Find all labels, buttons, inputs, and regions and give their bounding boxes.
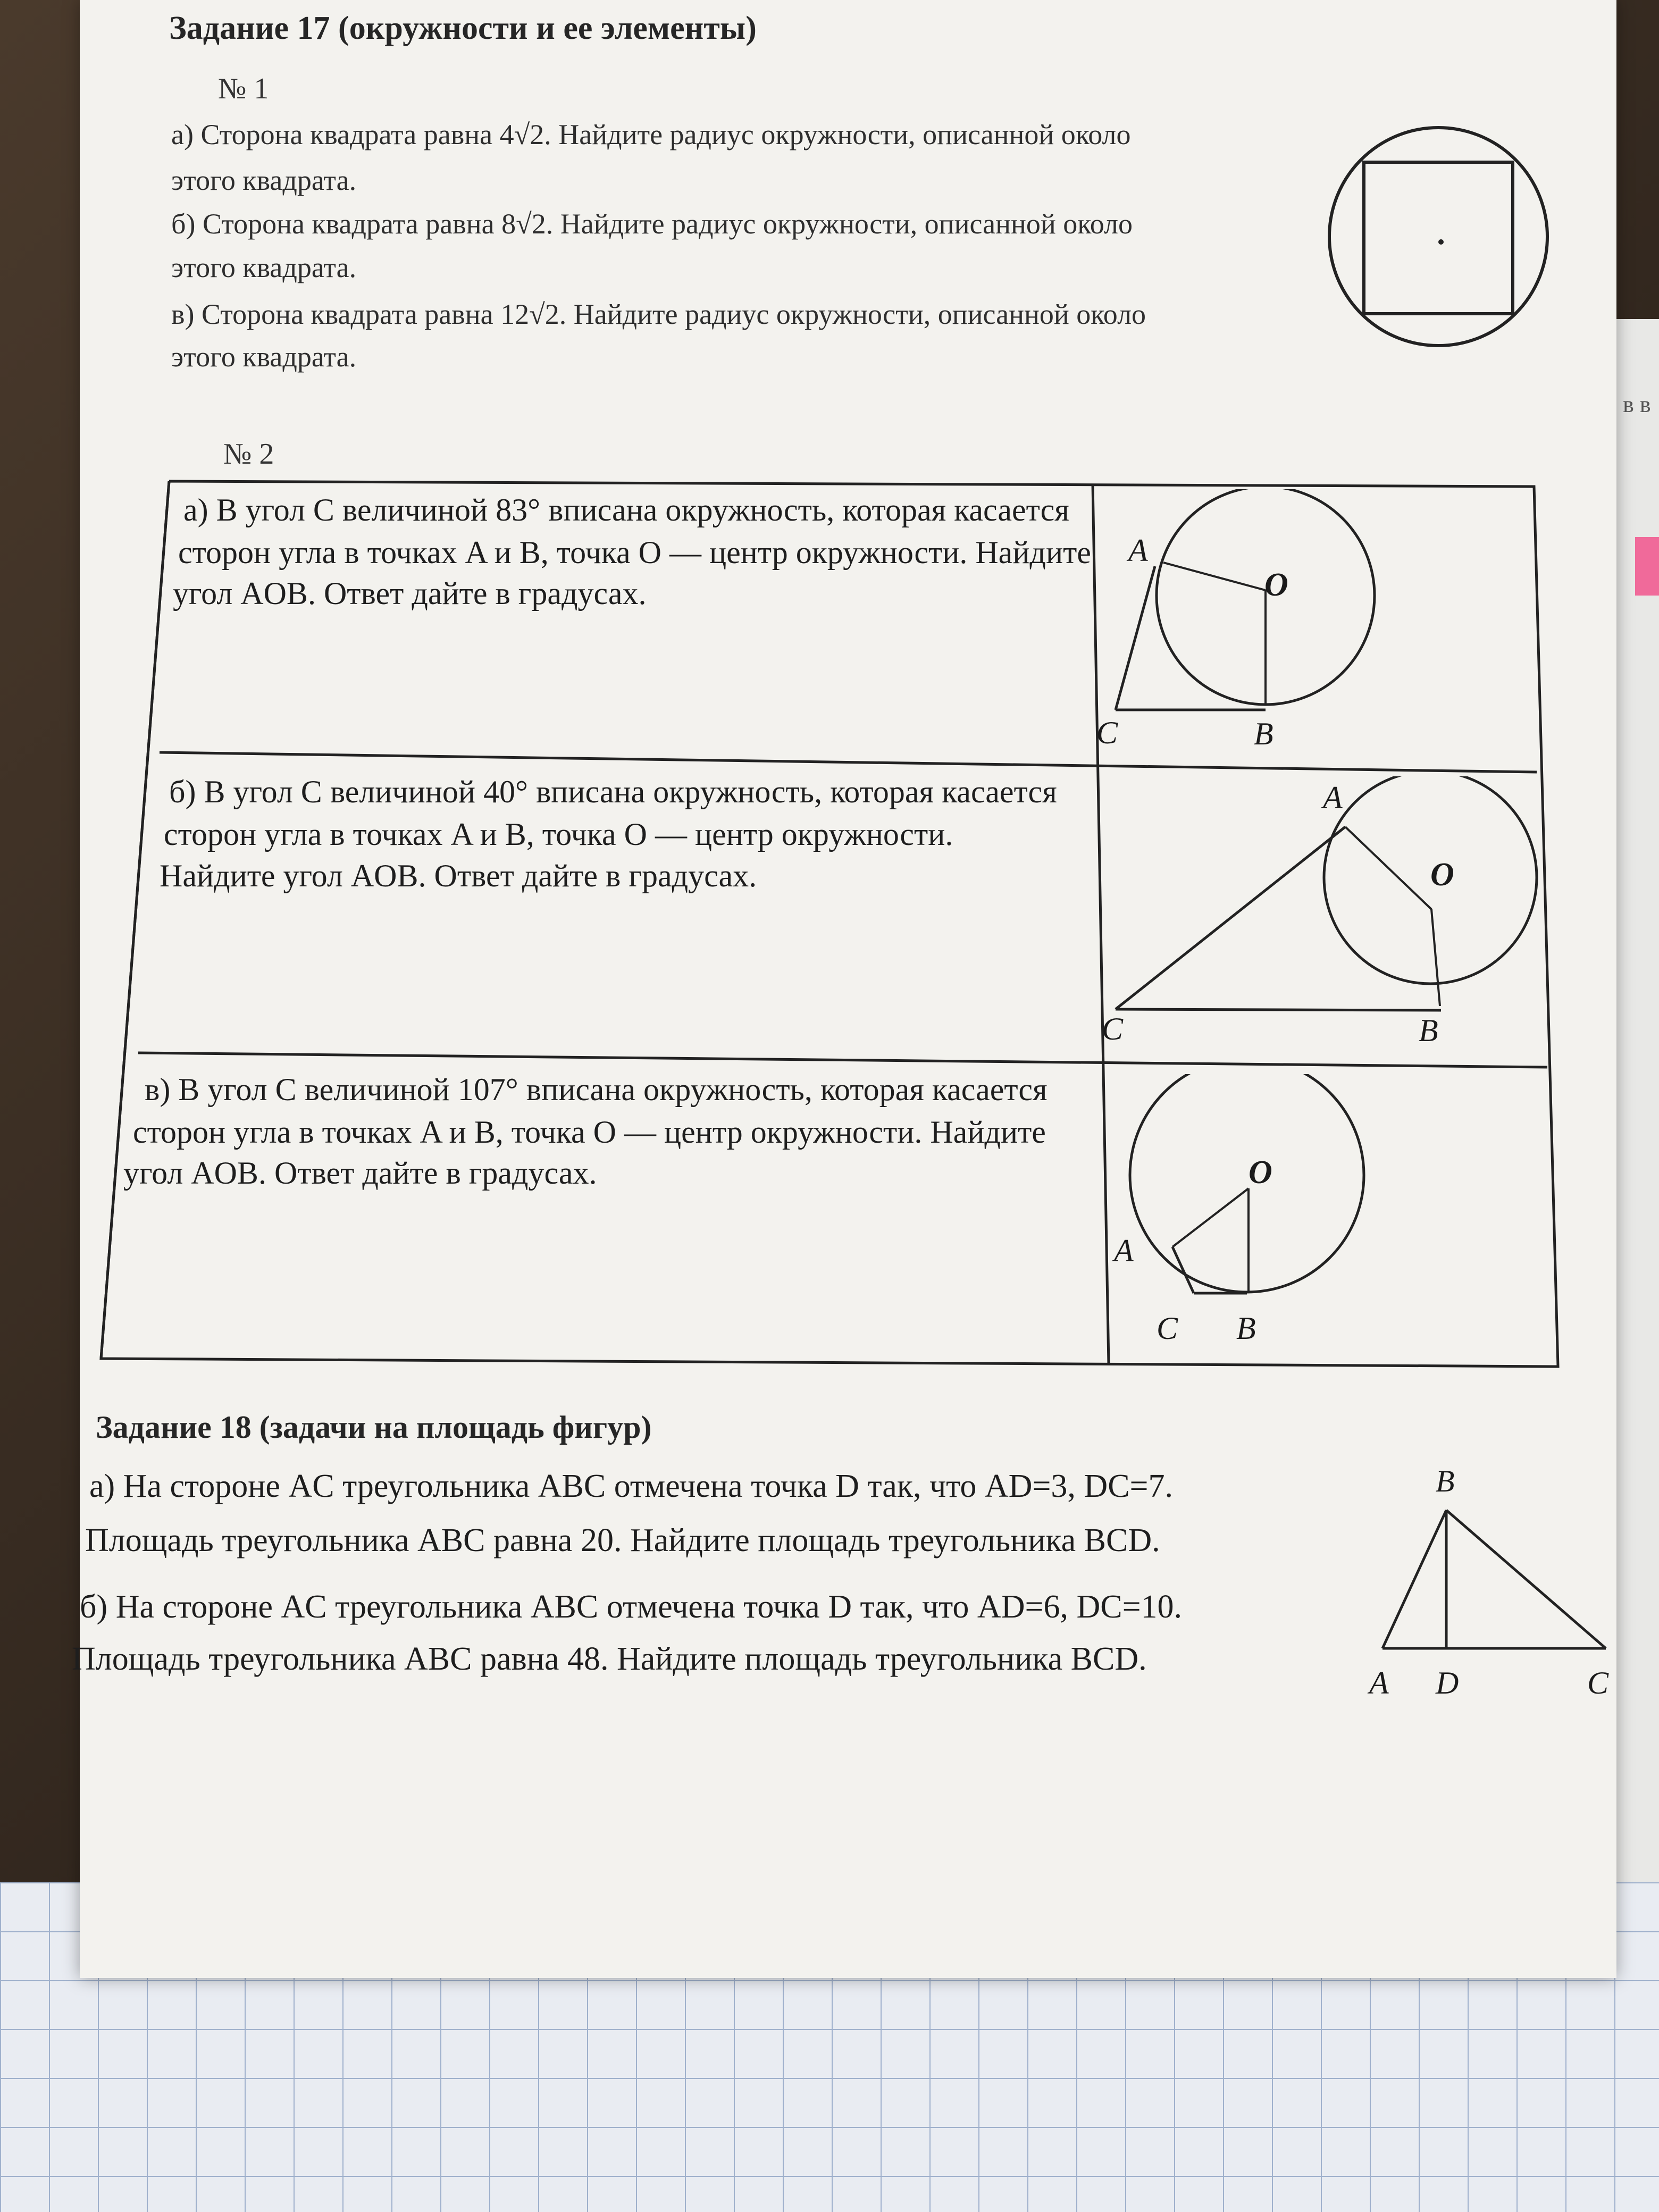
task18a-line1: а) На стороне AC треугольника ABC отмечена точка D так, что AD=3, DC=7. (89, 1468, 1174, 1504)
point-a-label: A (1128, 533, 1148, 568)
problem1b-line2: этого квадрата. (171, 252, 357, 283)
point-c-label: C (1157, 1311, 1178, 1346)
problem2c-line3: угол AOB. Ответ дайте в градусах. (123, 1155, 597, 1191)
point-b-label: B (1236, 1311, 1256, 1346)
point-c-label: C (1102, 1011, 1124, 1046)
problem1c-line2: этого квадрата. (171, 341, 357, 373)
point-o-label: O (1430, 857, 1454, 893)
point-b-label: B (1436, 1464, 1455, 1498)
problem2b-line1: б) В угол C величиной 40° вписана окружность, которая касается (169, 774, 1057, 809)
angle-107-figure (1106, 1074, 1542, 1351)
angle-40-figure (1095, 776, 1542, 1053)
task18b-line1: б) На стороне AC треугольника ABC отмечена точка D так, что AD=6, DC=10. (80, 1589, 1183, 1625)
square-in-circle-figure (1319, 117, 1563, 362)
problem1a-line2: этого квадрата. (171, 164, 357, 196)
problem2a-line3: угол AOB. Ответ дайте в градусах. (173, 576, 647, 611)
task17-title: Задание 17 (окружности и ее элементы) (169, 10, 757, 46)
point-o-label: O (1264, 567, 1288, 603)
problem2c-line2: сторон угла в точках A и B, точка O — центр окружности. Найдите (133, 1115, 1046, 1150)
point-d-label: D (1436, 1665, 1459, 1700)
problem2b-line2: сторон угла в точках A и B, точка O — центр окружности. (164, 817, 953, 852)
point-a-label: A (1323, 780, 1343, 815)
problem1-number: № 1 (218, 72, 269, 105)
problem1a-line1: а) Сторона квадрата равна 4√2. Найдите радиус окружности, описанной около (171, 119, 1131, 150)
angle-83-figure (1095, 489, 1521, 755)
triangle-abc-figure (1356, 1457, 1622, 1712)
task18-title: Задание 18 (задачи на площадь фигур) (96, 1410, 652, 1445)
problem1b-line1: б) Сторона квадрата равна 8√2. Найдите радиус окружности, описанной около (171, 208, 1133, 240)
problem2a-line1: а) В угол C величиной 83° вписана окружность, которая касается (183, 492, 1069, 527)
problem2a-line2: сторон угла в точках A и B, точка O — центр окружности. Найдите (178, 535, 1091, 570)
point-a-label: A (1114, 1233, 1134, 1268)
side-paper-text: в в (1623, 391, 1651, 417)
point-o-label: O (1249, 1154, 1272, 1191)
problem1c-line1: в) Сторона квадрата равна 12√2. Найдите радиус окружности, описанной около (171, 298, 1146, 330)
point-b-label: B (1419, 1013, 1438, 1048)
problem2b-line3: Найдите угол AOB. Ответ дайте в градусах. (160, 858, 757, 893)
task18a-line2: Площадь треугольника ABC равна 20. Найдите площадь треугольника BCD. (85, 1522, 1160, 1559)
problem2c-line1: в) В угол C величиной 107° вписана окружность, которая касается (145, 1072, 1048, 1107)
point-c-label: C (1096, 715, 1118, 750)
point-a-label: A (1369, 1665, 1389, 1700)
task18b-line2: Площадь треугольника ABC равна 48. Найдите площадь треугольника BCD. (72, 1641, 1147, 1677)
problem2-number: № 2 (223, 438, 274, 471)
pink-sticky-tab (1635, 537, 1659, 596)
point-b-label: B (1254, 716, 1273, 751)
point-c-label: C (1587, 1665, 1609, 1700)
